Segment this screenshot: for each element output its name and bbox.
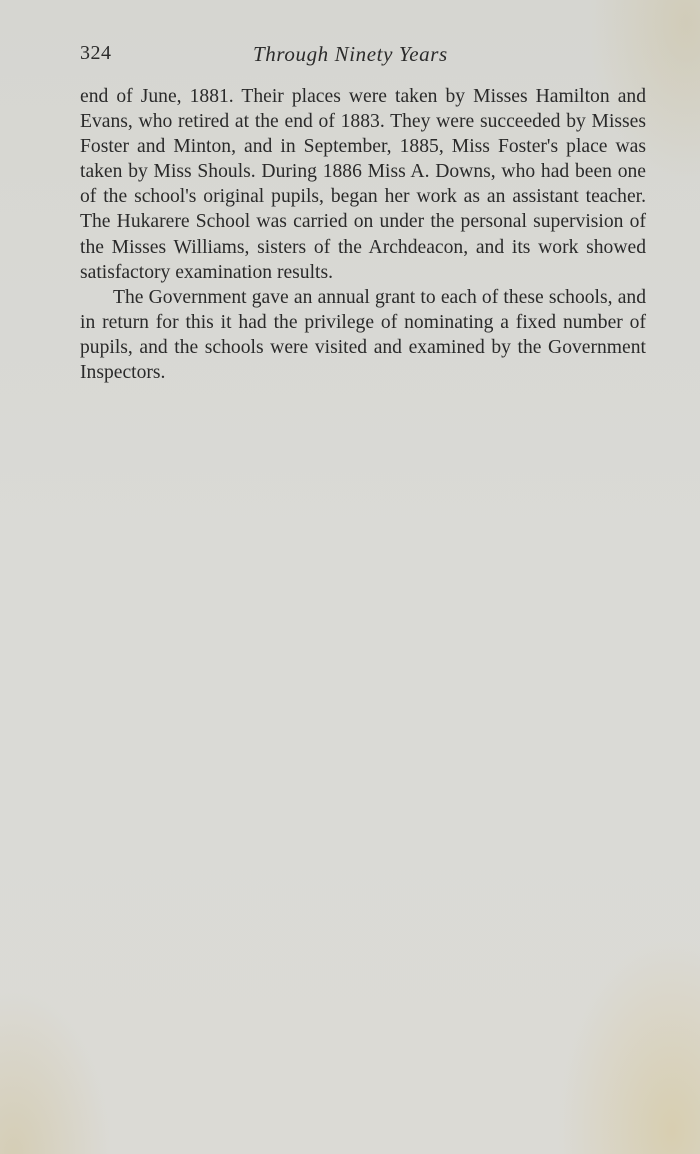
body-text: [80, 84, 646, 385]
paragraph-1: end of June, 1881. Their places were taken by Misses Hamilton and Evans, who retired at the end of 1883. They were succeeded by Misses Foster and Minton, and in September, 1885, Miss Foster's place was taken by Miss Shouls. During 1886 Miss A. Downs, who had been one of the school's original pupils, began her work as an assistant teacher. The Hukarere School was carried on under the personal supervision of the Misses Williams, sisters of the Archdeacon, and its work showed satisfactory examination results.: [80, 86, 646, 283]
page-number: 324: [80, 42, 112, 64]
running-title: Through Ninety Years: [253, 42, 448, 66]
page-header: [80, 40, 645, 70]
paragraph-2: The Government gave an annual grant to each of these schools, and in return for this it had the privilege of nominating a fixed number of pupils, and the schools were visited and examined by the Government Inspectors.: [80, 286, 646, 384]
